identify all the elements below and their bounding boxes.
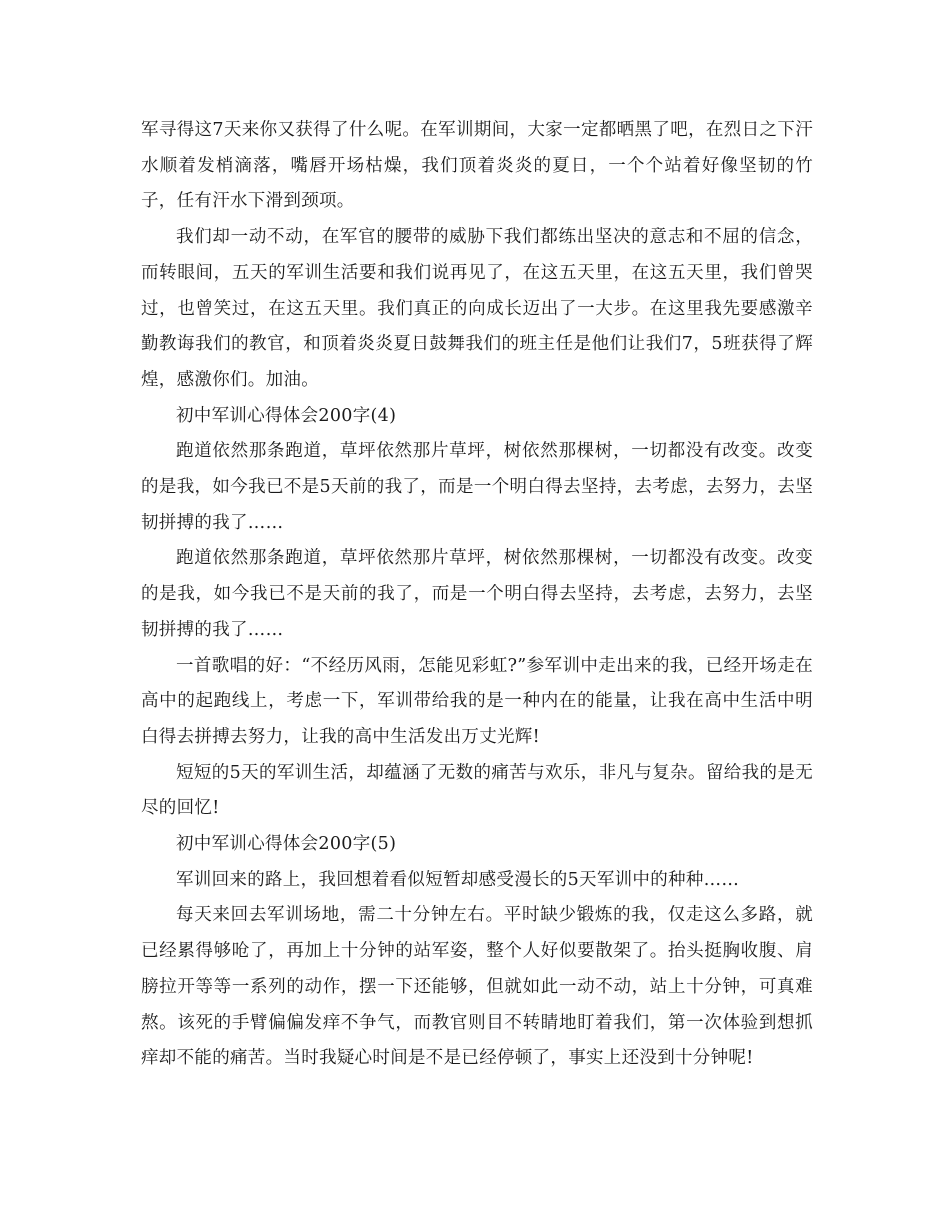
paragraph: 一首歌唱的好：“不经历风雨，怎能见彩虹?”参军训中走出来的我，已经开场走在高中的起跑线上，考虑一下，军训带给我的是一种内在的能量，让我在高中生活中明白得去拼搏去努力，让我的高中生活发出万丈光辉!	[141, 655, 813, 747]
paragraph: 每天来回去军训场地，需二十分钟左右。平时缺少锻炼的我，仅走这么多路，就已经累得够呛了，再加上十分钟的站军姿，整个人好似要散架了。抬头挺胸收腹、肩膀拉开等等一系列的动作，摆一下还能够，但就如此一动不动，站上十分钟，可真难熬。该死的手臂偏偏发痒不争气，而教官则目不转睛地盯着我们，第一次体验到想抓痒却不能的痛苦。当时我疑心时间是不是已经停顿了，事实上还没到十分钟呢!	[141, 905, 813, 1069]
section-heading: 初中军训心得体会200字(5)	[176, 834, 397, 855]
section-heading: 初中军训心得体会200字(4)	[176, 405, 397, 426]
paragraph: 我们却一动不动，在军官的腰带的威胁下我们都练出坚决的意志和不屈的信念，而转眼间，五天的军训生活要和我们说再见了，在这五天里，在这五天里，我们曾哭过，也曾笑过，在这五天里。我们真正的向成长迈出了一大步。在这里我先要感激辛勤教诲我们的教官，和顶着炎炎夏日鼓舞我们的班主任是他们让我们7，5班获得了辉煌，感激你们。加油。	[141, 227, 813, 390]
paragraph: 短短的5天的军训生活，却蕴涵了无数的痛苦与欢乐，非凡与复杂。留给我的是无尽的回忆!	[141, 762, 813, 819]
document-body	[141, 113, 813, 1077]
paragraph: 跑道依然那条跑道，草坪依然那片草坪，树依然那棵树，一切都没有改变。改变的是我，如今我已不是5天前的我了，而是一个明白得去坚持，去考虑，去努力，去坚韧拼搏的我了……	[141, 441, 813, 533]
paragraph: 军训回来的路上，我回想着看似短暂却感受漫长的5天军训中的种种……	[176, 869, 740, 890]
paragraph: 跑道依然那条跑道，草坪依然那片草坪，树依然那棵树，一切都没有改变。改变的是我，如今我已不是天前的我了，而是一个明白得去坚持，去考虑，去努力，去坚韧拼搏的我了……	[141, 548, 813, 640]
paragraph: 军寻得这7天来你又获得了什么呢。在军训期间，大家一定都晒黑了吧，在烈日之下汗水顺着发梢滴落，嘴唇开场枯燥，我们顶着炎炎的夏日，一个个站着好像坚韧的竹子，任有汗水下滑到颈项。	[141, 120, 813, 212]
